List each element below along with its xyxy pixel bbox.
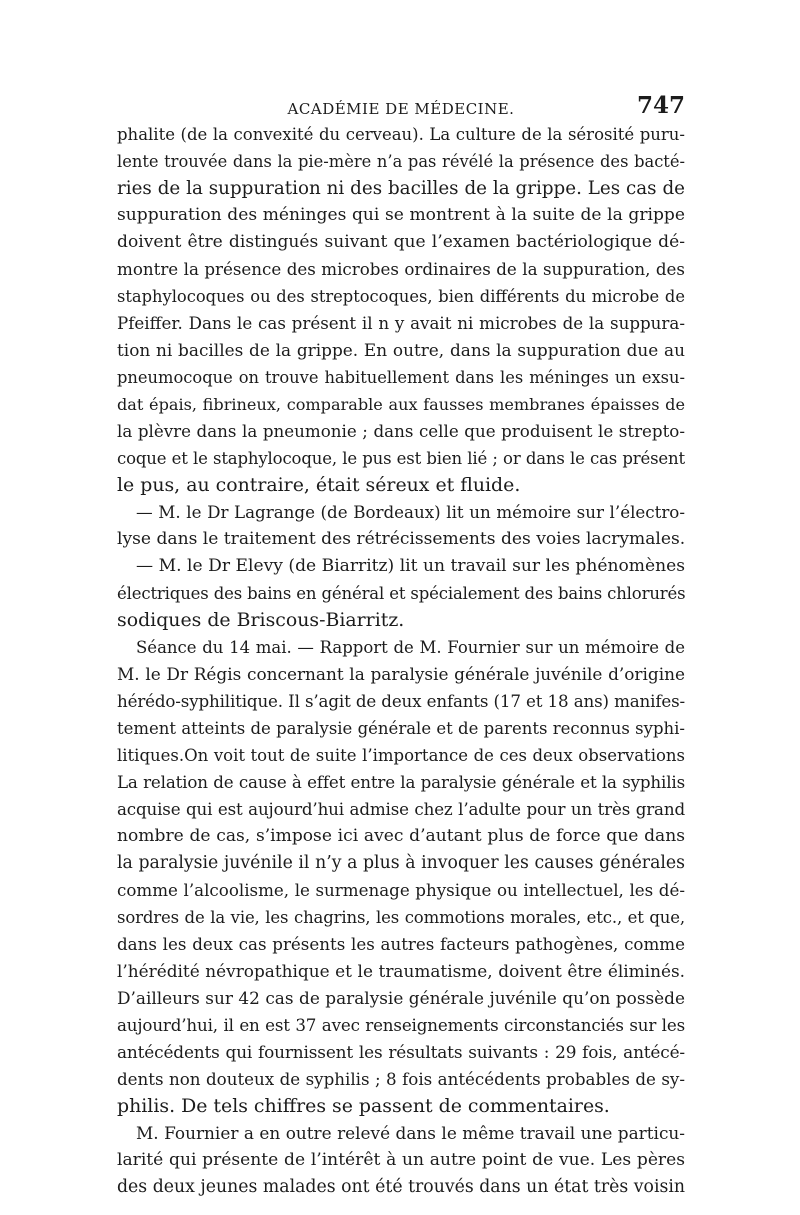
text-line: ries de la suppuration ni des bacilles de la grippe. Les cas de (117, 178, 685, 199)
text-line: staphylocoques ou des streptocoques, bien différents du microbe de (117, 287, 685, 306)
text-line: dat épais, fibrineux, comparable aux fausses membranes épaisses de (117, 395, 685, 414)
body-text (117, 121, 685, 1201)
text-line: sodiques de Briscous-Biarritz. (117, 609, 405, 631)
running-title: ACADÉMIE DE MÉDECINE. (287, 100, 515, 118)
text-line: — M. le Dr Elevy (de Biarritz) lit un travail sur les phénomènes (136, 556, 685, 576)
text-line: tion ni bacilles de la grippe. En outre, dans la suppuration due au (117, 340, 685, 360)
text-line: l’hérédité névropathique et le traumatisme, doivent être éliminés. (117, 961, 685, 981)
text-line: M. le Dr Régis concernant la paralysie générale juvénile d’origine (117, 664, 685, 684)
text-line: Pfeiffer. Dans le cas présent il n y avait ni microbes de la suppura- (117, 313, 685, 333)
text-line: la paralysie juvénile il n’y a plus à invoquer les causes générales (117, 853, 685, 873)
text-line: sordres de la vie, les chagrins, les commotions morales, etc., et que, (117, 908, 685, 927)
text-line: coque et le staphylocoque, le pus est bien lié ; or dans le cas présent (117, 449, 685, 468)
text-line: électriques des bains en général et spécialement des bains chlorurés (117, 584, 686, 603)
text-line: La relation de cause à effet entre la paralysie générale et la syphilis (117, 772, 685, 792)
text-line: montre la présence des microbes ordinaires de la suppuration, des (117, 259, 685, 279)
text-line: la plèvre dans la pneumonie ; dans celle que produisent le strepto- (117, 421, 685, 441)
text-line: antécédents qui fournissent les résultats suivants : 29 fois, antécé- (117, 1042, 685, 1062)
text-line: des deux jeunes malades ont été trouvés dans un état très voisin (117, 1177, 685, 1197)
text-line: D’ailleurs sur 42 cas de paralysie générale juvénile qu’on possède (117, 988, 685, 1008)
text-line: nombre de cas, s’impose ici avec d’autant plus de force que dans (117, 826, 685, 846)
text-line: — M. le Dr Lagrange (de Bordeaux) lit un mémoire sur l’électro- (136, 502, 685, 522)
text-line: phalite (de la convexité du cerveau). La culture de la sérosité puru- (117, 125, 685, 144)
text-line: lyse dans le traitement des rétrécissements des voies lacrymales. (117, 529, 686, 549)
page-number: 747 (636, 92, 685, 119)
text-line: lente trouvée dans la pie-mère n’a pas révélé la présence des bacté- (117, 152, 685, 171)
text-line: pneumocoque on trouve habituellement dans les méninges un exsu- (117, 368, 685, 387)
text-line: philis. De tels chiffres se passent de commentaires. (117, 1095, 610, 1117)
text-line: M. Fournier a en outre relevé dans le même travail une particu- (136, 1123, 685, 1143)
text-line: le pus, au contraire, était séreux et fluide. (117, 474, 521, 496)
text-line: dents non douteux de syphilis ; 8 fois antécédents probables de sy- (117, 1069, 685, 1089)
text-line: dans les deux cas présents les autres facteurs pathogènes, comme (117, 934, 685, 954)
text-line: aujourd’hui, il en est 37 avec renseignements circonstanciés sur les (117, 1015, 685, 1035)
text-line: hérédo-syphilitique. Il s’agit de deux enfants (17 et 18 ans) manifes- (117, 691, 685, 711)
text-line: larité qui présente de l’intérêt à un autre point de vue. Les pères (117, 1150, 685, 1170)
text-line: comme l’alcoolisme, le surmenage physique ou intellectuel, les dé- (117, 880, 685, 900)
text-line: tement atteints de paralysie générale et de parents reconnus syphi- (117, 719, 685, 738)
text-line: Séance du 14 mai. — Rapport de M. Fournier sur un mémoire de (136, 638, 685, 657)
text-line: suppuration des méninges qui se montrent à la suite de la grippe (117, 205, 685, 225)
text-line: litiques.On voit tout de suite l’importance de ces deux observations (117, 746, 685, 765)
text-line: doivent être distingués suivant que l’examen bactériologique dé- (117, 232, 685, 252)
text-line: acquise qui est aujourd’hui admise chez l’adulte pour un très grand (117, 799, 685, 819)
